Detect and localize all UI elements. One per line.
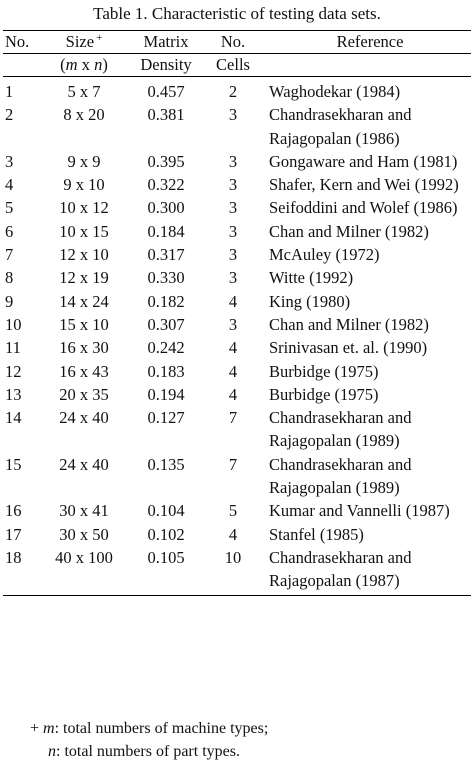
row-cells: 3 (228, 175, 238, 195)
row-density: 0.102 (147, 524, 185, 544)
table-row (3, 173, 471, 196)
table-row (3, 360, 471, 383)
row-number: 7 (5, 245, 14, 265)
table-row (3, 499, 471, 522)
row-reference: Burbidge (1975) (269, 361, 379, 381)
row-density: 0.457 (147, 82, 185, 101)
row-reference: Stanfel (1985) (269, 524, 364, 544)
row-reference: Chandrasekharan and Rajagopalan (1989) (269, 454, 412, 498)
table-row (3, 243, 471, 266)
row-number: 9 (5, 291, 14, 311)
row-cells: 4 (228, 361, 238, 381)
header-size-label: Size (65, 32, 95, 51)
row-size: 40 x 100 (55, 547, 113, 567)
row-reference: Burbidge (1975) (269, 384, 379, 404)
row-cells: 3 (228, 245, 238, 265)
table-row (3, 523, 471, 546)
row-number: 13 (5, 384, 22, 404)
table-footnotes (30, 717, 268, 763)
row-number: 16 (5, 501, 22, 521)
header-size-m: m (65, 55, 78, 74)
table-body (3, 77, 471, 596)
row-reference: Chan and Milner (1982) (269, 221, 429, 241)
row-reference: Gongaware and Ham (1981) (269, 151, 458, 171)
row-reference: Waghodekar (1984) (269, 82, 401, 101)
table-row (3, 150, 471, 173)
row-size: 30 x 50 (59, 524, 109, 544)
row-number: 3 (5, 151, 14, 171)
row-density: 0.127 (147, 408, 185, 428)
table-row (3, 220, 471, 243)
row-number: 14 (5, 408, 22, 428)
row-number: 12 (5, 361, 22, 381)
row-cells: 3 (228, 314, 238, 334)
row-size: 10 x 12 (59, 198, 109, 218)
row-density: 0.135 (147, 454, 185, 474)
row-cells: 3 (228, 268, 238, 288)
row-number: 4 (5, 175, 14, 195)
row-cells: 4 (228, 291, 238, 311)
row-density: 0.330 (147, 268, 185, 288)
row-reference: McAuley (1972) (269, 245, 380, 265)
row-density: 0.242 (147, 338, 185, 358)
row-density: 0.183 (147, 361, 185, 381)
row-size: 15 x 10 (59, 314, 109, 334)
row-number: 8 (5, 268, 14, 288)
row-reference: Chan and Milner (1982) (269, 314, 429, 334)
row-number: 17 (5, 524, 22, 544)
row-cells: 10 (224, 547, 242, 567)
row-size: 10 x 15 (59, 221, 109, 241)
row-reference: Srinivasan et. al. (1990) (269, 338, 428, 358)
table-row (3, 383, 471, 406)
row-density: 0.322 (147, 175, 185, 195)
header-density-line2: Density (140, 55, 192, 74)
row-size: 16 x 43 (59, 361, 109, 381)
row-size: 12 x 19 (59, 268, 109, 288)
row-cells: 7 (228, 408, 238, 428)
row-number: 10 (5, 314, 22, 334)
row-size: 30 x 41 (59, 501, 109, 521)
header-cells-line1: No. (220, 32, 246, 51)
header-size-n: n (94, 55, 103, 74)
header-cells-line2: Cells (216, 55, 250, 74)
table-row (3, 453, 471, 500)
table-row (3, 406, 471, 453)
row-size: 9 x 10 (63, 175, 105, 195)
row-cells: 4 (228, 338, 238, 358)
data-sets-table (3, 30, 471, 596)
header-size-units: (m x n) (60, 55, 108, 74)
row-number: 5 (5, 198, 14, 218)
row-density: 0.105 (147, 547, 185, 567)
footnote-n: n: total numbers of part types. (48, 743, 240, 760)
table-caption: Table 1. Characteristic of testing data sets. (93, 4, 381, 23)
table-row (3, 266, 471, 289)
row-size: 12 x 10 (59, 245, 109, 265)
row-cells: 2 (228, 82, 238, 101)
row-number: 1 (5, 82, 14, 101)
row-density: 0.194 (147, 384, 185, 404)
row-reference: Seifoddini and Wolef (1986) (269, 198, 458, 218)
row-density: 0.104 (147, 501, 185, 521)
row-size: 5 x 7 (67, 82, 101, 101)
table-row (3, 290, 471, 313)
row-size: 24 x 40 (59, 408, 109, 428)
header-row-2 (3, 54, 471, 77)
row-number: 2 (5, 105, 14, 125)
row-cells: 7 (228, 454, 238, 474)
row-reference: King (1980) (269, 291, 351, 311)
row-cells: 4 (228, 524, 238, 544)
table-row (3, 313, 471, 336)
header-reference: Reference (336, 32, 404, 51)
table-row (3, 336, 471, 359)
row-size: 16 x 30 (59, 338, 109, 358)
row-density: 0.381 (147, 105, 185, 125)
row-reference: Chandrasekharan and Rajagopalan (1989) (269, 408, 412, 451)
row-reference: Chandrasekharan and Rajagopalan (1987) (269, 547, 412, 591)
table-row (3, 77, 471, 104)
row-number: 6 (5, 221, 14, 241)
row-density: 0.317 (147, 245, 185, 265)
row-density: 0.307 (147, 314, 185, 334)
row-reference: Chandrasekharan and Rajagopalan (1986) (269, 105, 412, 148)
table-row (3, 103, 471, 150)
row-size: 9 x 9 (67, 151, 101, 171)
table-row (3, 196, 471, 219)
row-cells: 3 (228, 151, 238, 171)
row-size: 20 x 35 (59, 384, 109, 404)
row-cells: 3 (228, 198, 238, 218)
header-size (39, 31, 129, 54)
row-density: 0.395 (147, 151, 185, 171)
row-number: 15 (5, 454, 22, 474)
table-row (3, 546, 471, 595)
row-cells: 3 (228, 105, 238, 125)
row-cells: 4 (228, 384, 238, 404)
row-density: 0.182 (147, 291, 185, 311)
header-density-line1: Matrix (143, 32, 189, 51)
header-no: No. (5, 32, 30, 51)
header-size-marker: + (96, 31, 103, 44)
row-density: 0.184 (147, 221, 185, 241)
row-reference: Kumar and Vannelli (1987) (269, 501, 450, 521)
footnote-m: + m: total numbers of machine types; (30, 720, 269, 737)
row-number: 11 (5, 338, 21, 358)
header-row-1 (3, 31, 471, 54)
row-number: 18 (5, 547, 22, 567)
row-size: 24 x 40 (59, 454, 109, 474)
row-cells: 5 (228, 501, 238, 521)
row-reference: Shafer, Kern and Wei (1992) (269, 175, 459, 195)
row-reference: Witte (1992) (269, 268, 354, 288)
row-density: 0.300 (147, 198, 185, 218)
row-cells: 3 (228, 221, 238, 241)
row-size: 8 x 20 (63, 105, 105, 125)
row-size: 14 x 24 (59, 291, 109, 311)
